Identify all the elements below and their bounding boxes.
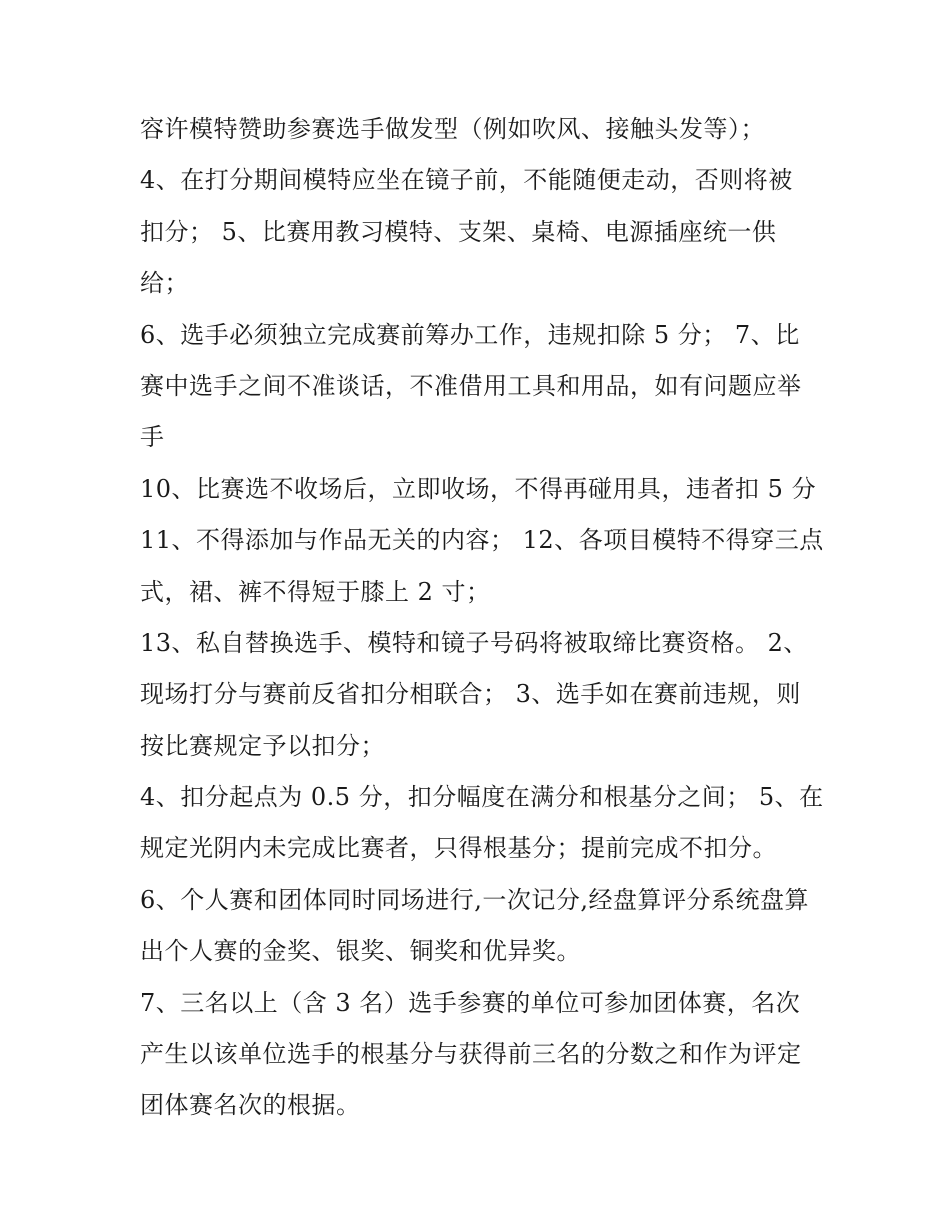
text-line: 11、不得添加与作品无关的内容； 12、各项目模特不得穿三点 (140, 526, 824, 555)
text-line: 扣分； 5、比赛用教习模特、支架、桌椅、电源插座统一供 (140, 217, 777, 246)
document-body (140, 104, 824, 1132)
text-line: 13、私自替换选手、模特和镜子号码将被取缔比赛资格。 2、 (140, 628, 808, 657)
text-line: 出个人赛的金奖、银奖、铜奖和优异奖。 (140, 937, 581, 966)
text-line: 7、三名以上（含 3 名）选手参赛的单位可参加团体赛，名次 (140, 988, 801, 1017)
text-line: 手 (140, 423, 165, 452)
text-line: 给； (140, 269, 189, 298)
text-line: 产生以该单位选手的根基分与获得前三名的分数之和作为评定 (140, 1040, 802, 1069)
text-line: 容许模特赞助参赛选手做发型（例如吹风、接触头发等）； (140, 115, 765, 143)
text-line: 4、在打分期间模特应坐在镜子前，不能随便走动，否则将被 (140, 166, 793, 195)
text-line: 按比赛规定予以扣分； (140, 731, 385, 760)
text-line: 团体赛名次的根据。 (140, 1091, 361, 1120)
text-line: 10、比赛选不收场后，立即收场，不得再碰用具，违者扣 5 分 (140, 474, 817, 503)
text-line: 赛中选手之间不准谈话，不准借用工具和用品，如有问题应举 (140, 371, 802, 400)
text-line: 现场打分与赛前反省扣分相联合； 3、选手如在赛前违规，则 (140, 680, 801, 709)
text-line: 4、扣分起点为 0.5 分，扣分幅度在满分和根基分之间； 5、在 (140, 783, 824, 812)
text-line: 规定光阴内未完成比赛者，只得根基分；提前完成不扣分。 (140, 834, 777, 863)
text-line: 6、选手必须独立完成赛前筹办工作，违规扣除 5 分； 7、比 (140, 320, 800, 349)
text-line: 式，裙、裤不得短于膝上 2 寸； (140, 577, 491, 606)
text-line: 6、个人赛和团体同时同场进行,一次记分,经盘算评分系统盘算 (140, 885, 810, 914)
